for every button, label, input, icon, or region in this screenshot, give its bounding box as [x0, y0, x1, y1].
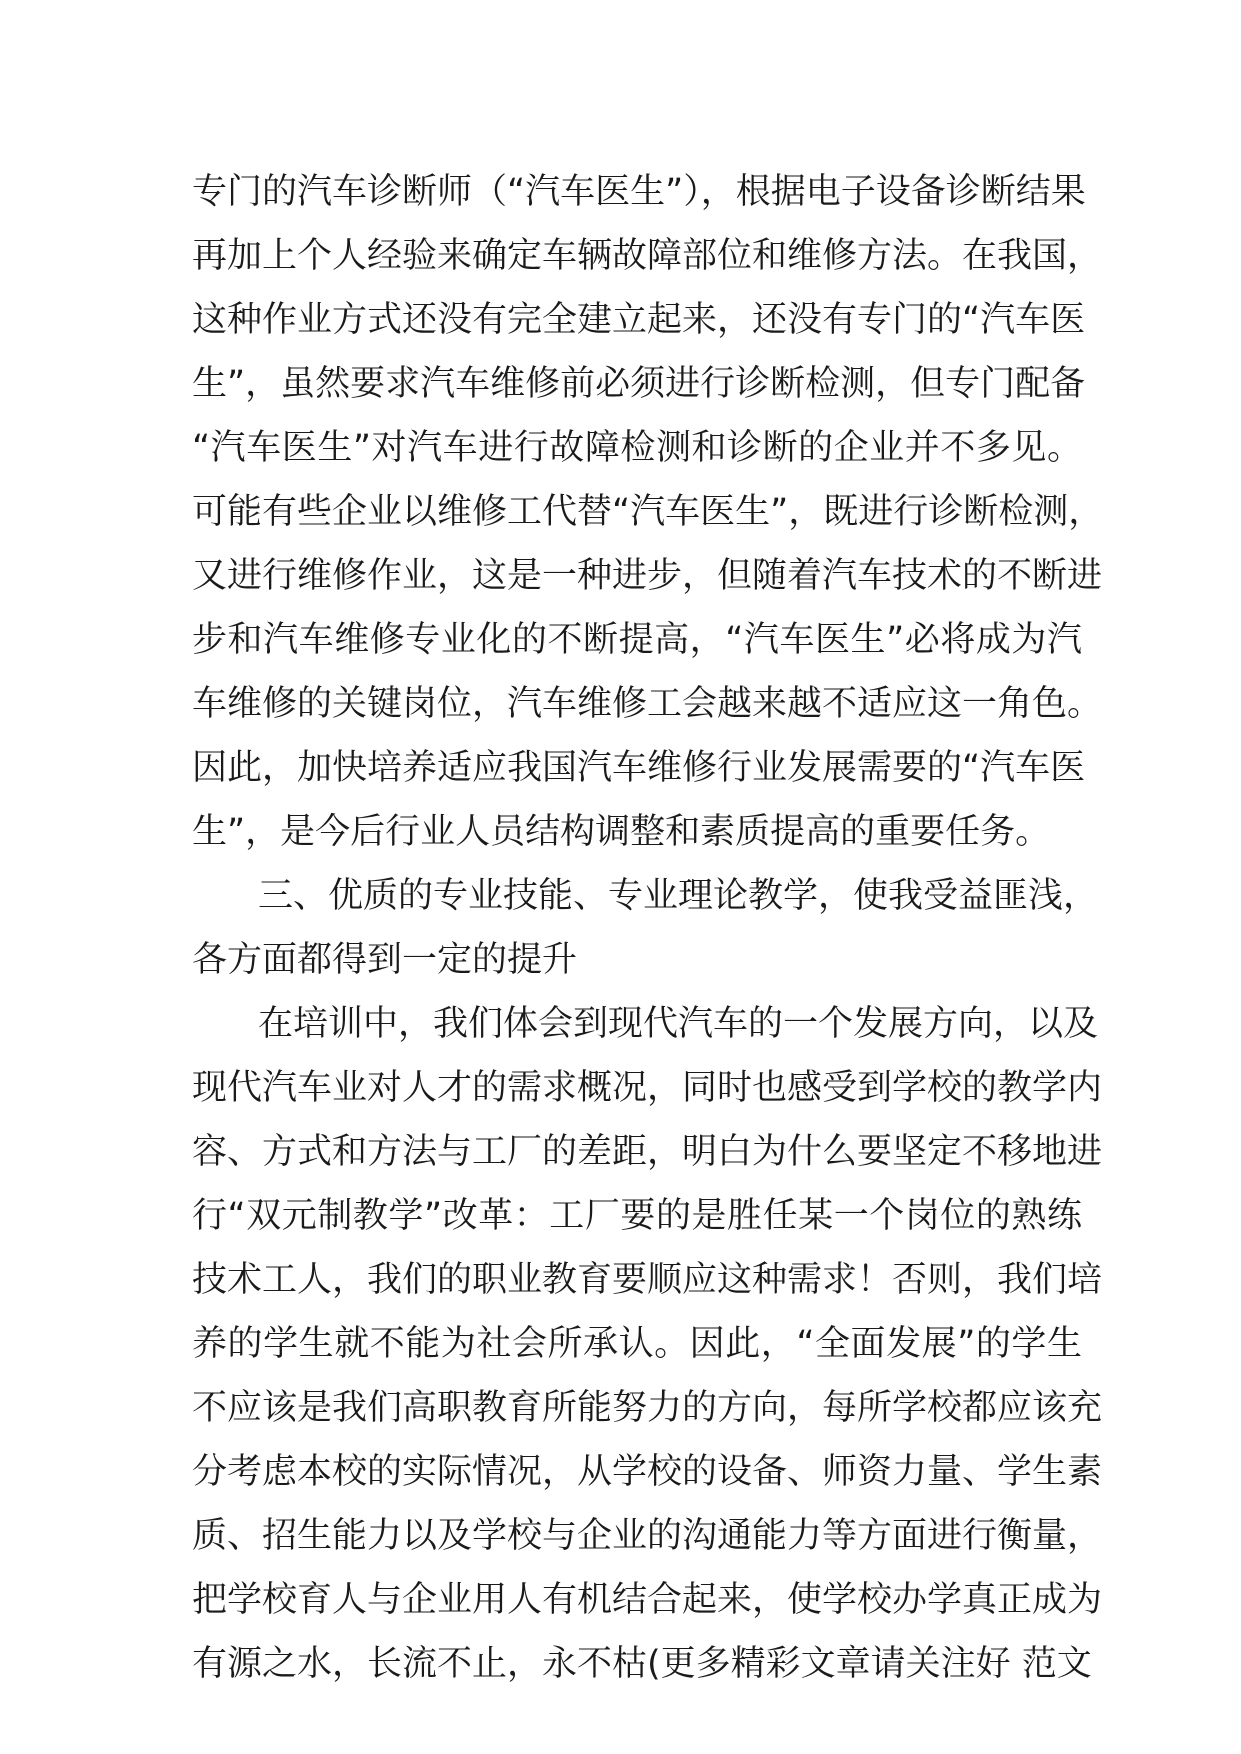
text-line-14: 在培训中，我们体会到现代汽车的一个发展方向，以及 [258, 1004, 1099, 1044]
text-line-17: 行“双元制教学”改革：工厂要的是胜任某一个岗位的熟练 [192, 1196, 1082, 1236]
text-line-11: 生”，是今后行业人员结构调整和素质提高的重要任务。 [192, 812, 1051, 852]
text-line-4: 生”，虽然要求汽车维修前必须进行诊断检测，但专门配备 [192, 364, 1086, 404]
text-line-8: 步和汽车维修专业化的不断提高，“汽车医生”必将成为汽 [192, 620, 1082, 660]
text-line-7: 又进行维修作业，这是一种进步，但随着汽车技术的不断进 [192, 556, 1103, 596]
text-line-16: 容、方式和方法与工厂的差距，明白为什么要坚定不移地进 [192, 1132, 1103, 1172]
text-line-15: 现代汽车业对人才的需求概况，同时也感受到学校的教学内 [192, 1068, 1103, 1108]
text-line-21: 分考虑本校的实际情况，从学校的设备、师资力量、学生素 [192, 1452, 1103, 1492]
text-line-22: 质、招生能力以及学校与企业的沟通能力等方面进行衡量， [192, 1516, 1103, 1556]
text-line-19: 养的学生就不能为社会所承认。因此，“全面发展”的学生 [192, 1324, 1082, 1364]
text-line-18: 技术工人，我们的职业教育要顺应这种需求！否则，我们培 [192, 1260, 1103, 1300]
text-line-24: 有源之水，长流不止，永不枯(更多精彩文章请关注好 范文 [192, 1644, 1092, 1684]
section-heading-line-2: 各方面都得到一定的提升 [192, 940, 578, 980]
text-line-5: “汽车医生”对汽车进行故障检测和诊断的企业并不多见。 [192, 428, 1082, 468]
text-line-3: 这种作业方式还没有完全建立起来，还没有专门的“汽车医 [192, 300, 1086, 340]
text-line-2: 再加上个人经验来确定车辆故障部位和维修方法。在我国， [192, 236, 1103, 276]
text-line-10: 因此，加快培养适应我国汽车维修行业发展需要的“汽车医 [192, 748, 1086, 788]
body-text [192, 160, 1104, 1696]
text-line-20: 不应该是我们高职教育所能努力的方向，每所学校都应该充 [192, 1388, 1103, 1428]
text-line-23: 把学校育人与企业用人有机结合起来，使学校办学真正成为 [192, 1580, 1103, 1620]
text-line-9: 车维修的关键岗位，汽车维修工会越来越不适应这一角色。 [192, 684, 1103, 724]
section-heading-line-1: 三、优质的专业技能、专业理论教学，使我受益匪浅， [258, 876, 1099, 916]
text-line-6: 可能有些企业以维修工代替“汽车医生”，既进行诊断检测， [192, 492, 1104, 532]
text-line-1: 专门的汽车诊断师（“汽车医生”），根据电子设备诊断结果 [192, 172, 1086, 212]
